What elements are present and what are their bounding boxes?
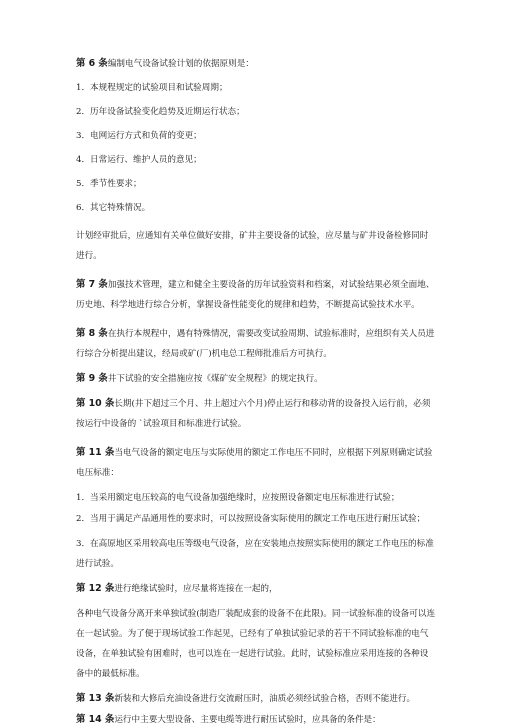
article-6-item-6: 6．其它特殊情况。 xyxy=(76,203,151,213)
article-6-note: 计划经审批后，应通知有关单位做好安排，矿井主要设备的试验，应尽量与矿井设备检修同时进行。 xyxy=(76,231,429,261)
article-6-item-2: 2．历年设备试验变化趋势及近期运行状态； xyxy=(76,107,245,117)
article-6-text: 编制电气设备试验计划的依据原则是： xyxy=(107,59,254,69)
article-10 xyxy=(76,394,436,434)
article-13 xyxy=(76,693,436,705)
article-13-label: 第 13 条 xyxy=(76,693,115,704)
article-14-text: 运行中主要大型设备、主要电缆等进行耐压试验时，应具备的条件是： xyxy=(114,715,381,725)
article-13-text: 新装和大修后充油设备进行交流耐压时，油质必须经试验合格，否则不能进行。 xyxy=(114,694,416,704)
article-14-label: 第 14 条 xyxy=(76,714,115,725)
article-6 xyxy=(76,58,436,70)
article-10-text: 长期(井下超过三个月、井上超过六个月)停止运行和移动背的设备投入运行前，必须按运行中设备的 `试验项目和标准进行试验。 xyxy=(76,399,431,429)
article-6-label: 第 6 条 xyxy=(76,58,108,69)
article-12-label: 第 12 条 xyxy=(76,583,115,594)
article-6-item-1: 1．本规程规定的试验项目和试验周期； xyxy=(76,83,228,93)
article-6-item-4: 4．日常运行、维护人员的意见； xyxy=(76,155,202,165)
article-11 xyxy=(76,443,436,483)
article-7-text: 加强技术管理，建立和健全主要设备的历年试验资料和档案，对试验结果必须全面地、历史地、科学地进行综合分析，掌握设备性能变化的规律和趋势，不断提高试验技术水平。 xyxy=(76,280,435,310)
article-9-text: 井下试验的安全措施应按《煤矿安全规程》的规定执行。 xyxy=(107,374,323,384)
article-8-label: 第 8 条 xyxy=(76,328,108,339)
article-8-text: 在执行本规程中，遇有特殊情况，需要改变试验周期、试验标准时，应组织有关人员进行综合分析提出建议，经局或矿(厂)机电总工程师批准后方可执行。 xyxy=(76,329,435,359)
article-7 xyxy=(76,275,436,315)
article-9 xyxy=(76,373,436,385)
article-14 xyxy=(76,714,436,726)
article-11-item-3: 3．在高原地区采用较高电压等级电气设备，应在安装地点按照实际使用的额定工作电压的标准进行试验。 xyxy=(76,539,434,569)
article-10-label: 第 10 条 xyxy=(76,398,115,409)
article-11-text: 当电气设备的额定电压与实际使用的额定工作电压不同时，应根据下列原则确定试验电压标准： xyxy=(76,448,433,478)
article-11-label: 第 11 条 xyxy=(76,447,115,458)
article-9-label: 第 9 条 xyxy=(76,373,108,384)
article-7-label: 第 7 条 xyxy=(76,279,108,290)
article-12 xyxy=(76,583,436,595)
article-12-text: 进行绝缘试验时，应尽量将连接在一起的， xyxy=(114,584,278,594)
article-6-item-3: 3．电网运行方式和负荷的变更； xyxy=(76,131,202,141)
article-12-note: 各种电气设备分离开来单独试验(制造厂装配成套的设备不在此限)。同一试验标准的设备可以连在一起试验。为了便于现场试验工作起见，已经有了单独试验记录的若干不同试验标准的电气设备，在单独试验有困难时，也可以连在一起进行试验。此时，试验标准应采用连接的各种设备中的最低标准。 xyxy=(76,609,436,679)
article-8 xyxy=(76,324,436,364)
article-6-item-5: 5．季节性要求； xyxy=(76,179,142,189)
article-11-item-2: 2．当用于满足产品通用性的要求时，可以按照设备实际使用的额定工作电压进行耐压试验； xyxy=(76,514,426,524)
article-11-item-1: 1．当采用额定电压较高的电气设备加强绝缘时，应按照设备额定电压标准进行试验； xyxy=(76,493,400,503)
